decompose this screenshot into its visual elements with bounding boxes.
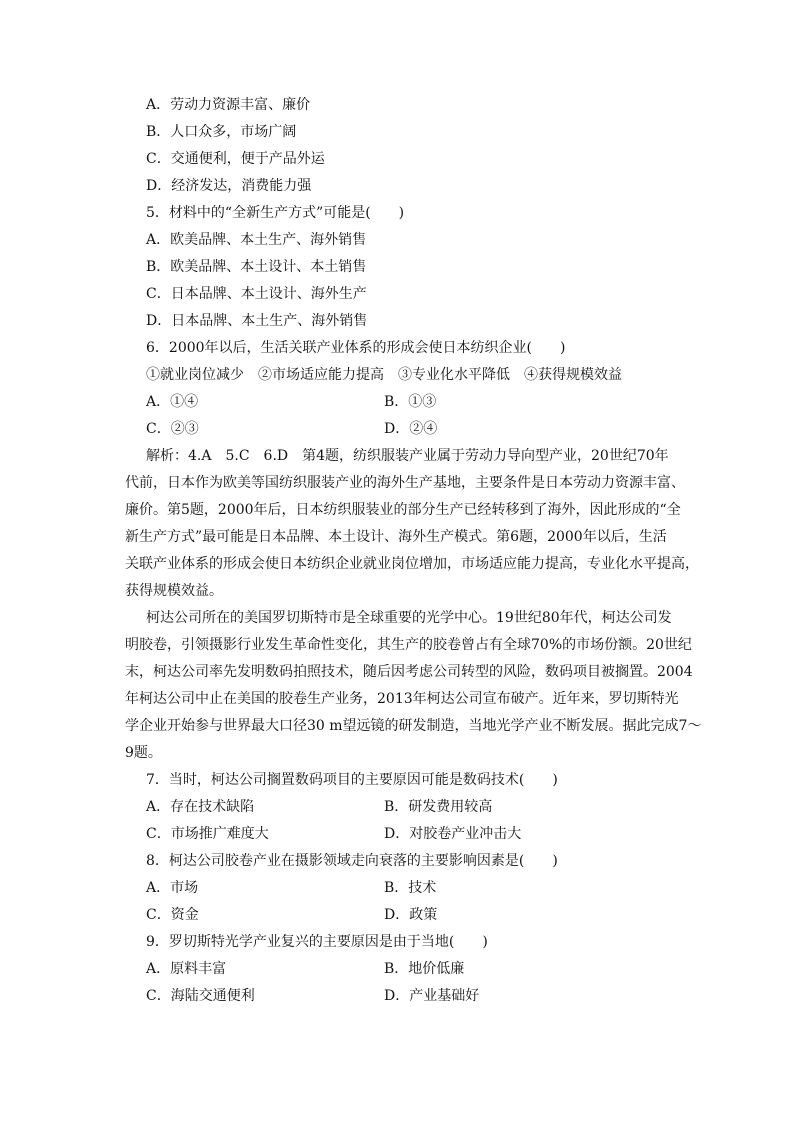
q4-option-d: D．经济发达，消费能力强 xyxy=(146,178,312,194)
analysis-line: 代前，日本作为欧美等国纺织服装产业的海外生产基地，主要条件是日本劳动力资源丰富、 xyxy=(125,475,685,491)
q6-options-row-1 xyxy=(146,389,684,416)
q8-option-a: A．市场 xyxy=(146,880,199,896)
q7-option-a: A．存在技术缺陷 xyxy=(146,799,255,815)
q4-option-b: B．人口众多，市场广阔 xyxy=(146,124,297,140)
page-content xyxy=(125,92,702,1010)
q7-option-d: D．对胶卷产业冲击大 xyxy=(384,826,522,842)
q9-option-d: D．产业基础好 xyxy=(384,988,480,1004)
material-line: 9题。 xyxy=(125,745,162,761)
q5-stem: 5．材料中的“全新生产方式”可能是( ) xyxy=(146,205,405,221)
q6-option-d: D．②④ xyxy=(384,421,438,437)
material-line: 年柯达公司中止在美国的胶卷生产业务，2013年柯达公司宣布破产。近年来，罗切斯特光 xyxy=(125,691,679,707)
q5-option-c: C．日本品牌、本土设计、海外生产 xyxy=(146,286,367,302)
q9-options-row-1 xyxy=(146,956,684,983)
q7-option-b: B．研发费用较高 xyxy=(384,799,493,815)
q9-options-row-2 xyxy=(146,983,684,1010)
q5-option-a: A．欧美品牌、本土生产、海外销售 xyxy=(146,232,367,248)
analysis-line: 廉价。第5题，2000年后，日本纺织服装业的部分生产已经转移到了海外，因此形成的“全 xyxy=(125,502,681,518)
q9-stem: 9．罗切斯特光学产业复兴的主要原因是由于当地( ) xyxy=(146,934,488,950)
q4-option-a: A．劳动力资源丰富、廉价 xyxy=(146,97,311,113)
material-line: 学企业开始参与世界最大口径30 m望远镜的研发制造，当地光学产业不断发展。据此完成7～ xyxy=(125,718,702,734)
q7-options-row-1 xyxy=(146,794,684,821)
material-line: 明胶卷，引领摄影行业发生革命性变化，其生产的胶卷曾占有全球70%的市场份额。20世纪 xyxy=(125,637,692,653)
q6-statements: ①就业岗位减少 ②市场适应能力提高 ③专业化水平降低 ④获得规模效益 xyxy=(146,367,622,383)
q8-options-row-2 xyxy=(146,902,684,929)
q8-options-row-1 xyxy=(146,875,684,902)
q9-option-a: A．原料丰富 xyxy=(146,961,227,977)
q6-option-b: B．①③ xyxy=(384,394,437,410)
q6-stem: 6．2000年以后，生活关联产业体系的形成会使日本纺织企业( ) xyxy=(146,340,566,356)
analysis-line: 关联产业体系的形成会使日本纺织企业就业岗位增加，市场适应能力提高，专业化水平提高， xyxy=(125,556,699,572)
q7-stem: 7．当时，柯达公司搁置数码项目的主要原因可能是数码技术( ) xyxy=(146,772,558,788)
q9-option-b: B．地价低廉 xyxy=(384,961,465,977)
q8-option-d: D．政策 xyxy=(384,907,438,923)
material-line: 末，柯达公司率先发明数码拍照技术，随后因考虑公司转型的风险，数码项目被搁置。2004 xyxy=(125,664,693,680)
analysis-line: 新生产方式”最可能是日本品牌、本土设计、海外生产模式。第6题，2000年以后，生活 xyxy=(125,529,667,545)
q6-option-a: A．①④ xyxy=(146,394,199,410)
q5-option-b: B．欧美品牌、本土设计、本土销售 xyxy=(146,259,367,275)
q6-options-row-2 xyxy=(146,416,684,443)
material-paragraph xyxy=(125,605,702,767)
q8-option-b: B．技术 xyxy=(384,880,437,896)
analysis-paragraph xyxy=(125,443,699,605)
material-line: 柯达公司所在的美国罗切斯特市是全球重要的光学中心。19世纪80年代，柯达公司发 xyxy=(146,610,672,626)
q8-option-c: C．资金 xyxy=(146,907,199,923)
q7-options-row-2 xyxy=(146,821,684,848)
analysis-line: 解析：4.A 5.C 6.D 第4题，纺织服装产业属于劳动力导向型产业，20世纪70年 xyxy=(146,448,669,464)
analysis-line: 获得规模效益。 xyxy=(125,583,223,599)
q5-option-d: D．日本品牌、本土生产、海外销售 xyxy=(146,313,368,329)
q6-option-c: C．②③ xyxy=(146,421,199,437)
q8-stem: 8．柯达公司胶卷产业在摄影领域走向衰落的主要影响因素是( ) xyxy=(146,853,558,869)
q7-option-c: C．市场推广难度大 xyxy=(146,826,269,842)
q9-option-c: C．海陆交通便利 xyxy=(146,988,255,1004)
q4-option-c: C．交通便利，便于产品外运 xyxy=(146,151,325,167)
